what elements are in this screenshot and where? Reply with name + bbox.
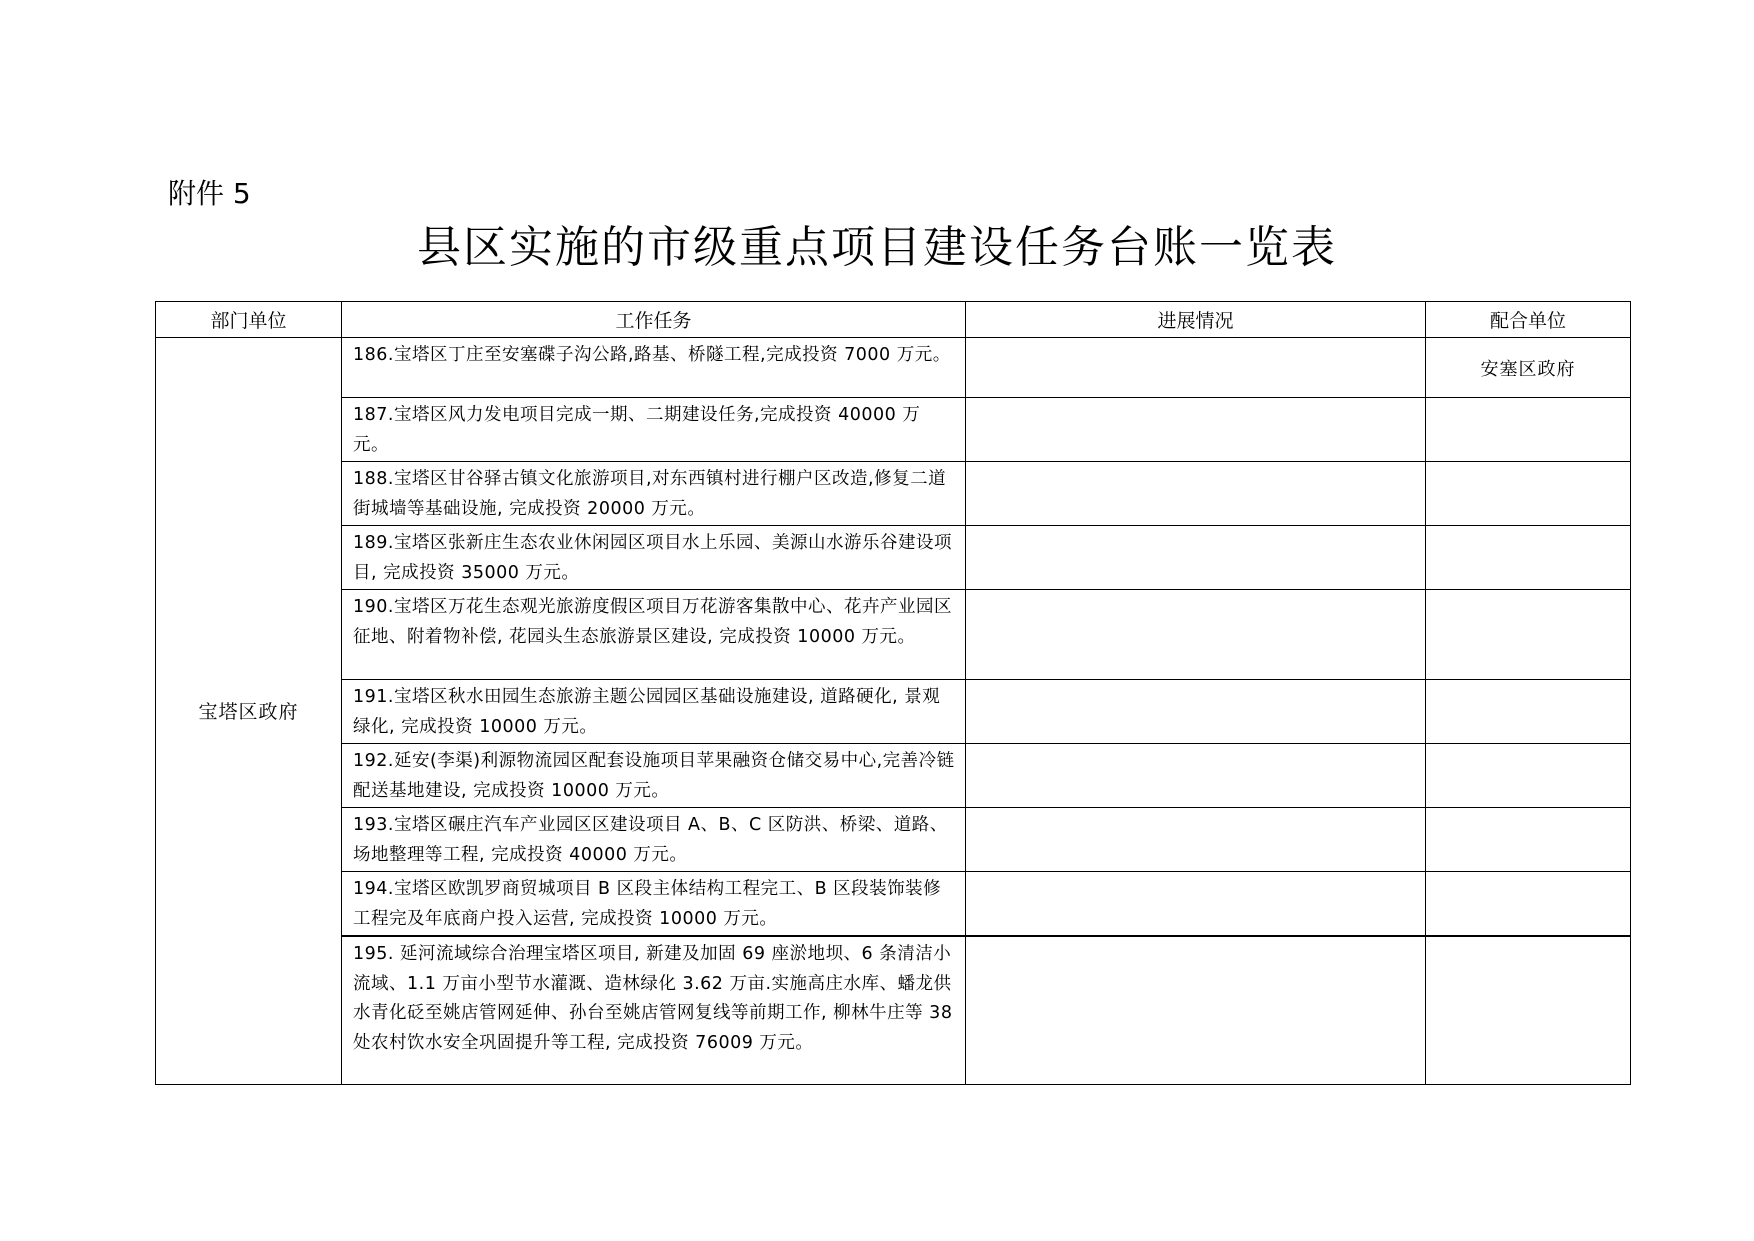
header-task: 工作任务 — [342, 302, 966, 338]
progress-cell — [966, 590, 1426, 680]
task-cell: 192.延安(李渠)利源物流园区配套设施项目苹果融资仓储交易中心,完善冷链配送基地建设, 完成投资 10000 万元。 — [342, 744, 966, 808]
coop-cell: 安塞区政府 — [1426, 338, 1631, 398]
header-dept: 部门单位 — [156, 302, 342, 338]
table-row — [156, 872, 1631, 937]
progress-cell — [966, 936, 1426, 1084]
table-row — [156, 936, 1631, 1084]
table-row — [156, 744, 1631, 808]
table-row — [156, 526, 1631, 590]
progress-cell — [966, 744, 1426, 808]
attachment-label: 附件 5 — [168, 177, 251, 210]
table-row — [156, 808, 1631, 872]
task-ledger-table — [155, 301, 1631, 1085]
coop-cell — [1426, 526, 1631, 590]
progress-cell — [966, 808, 1426, 872]
coop-cell — [1426, 936, 1631, 1084]
task-cell: 186.宝塔区丁庄至安塞碟子沟公路,路基、桥隧工程,完成投资 7000 万元。 — [342, 338, 966, 398]
page-title: 县区实施的市级重点项目建设任务台账一览表 — [417, 222, 1337, 273]
table-row — [156, 338, 1631, 398]
table-header-row — [156, 302, 1631, 338]
task-cell: 195. 延河流域综合治理宝塔区项目, 新建及加固 69 座淤地坝、6 条清洁小流域、1.1 万亩小型节水灌溉、造林绿化 3.62 万亩.实施高庄水库、蟠龙供水青化砭至姚店管网延伸、孙台至姚店管网复线等前期工作, 柳林牛庄等 38 处农村饮水安全巩固提升等工程, 完成投资 76009 万元。 — [342, 936, 966, 1084]
progress-cell — [966, 338, 1426, 398]
task-cell: 190.宝塔区万花生态观光旅游度假区项目万花游客集散中心、花卉产业园区征地、附着物补偿, 花园头生态旅游景区建设, 完成投资 10000 万元。 — [342, 590, 966, 680]
progress-cell — [966, 872, 1426, 937]
table-row — [156, 590, 1631, 680]
table-row — [156, 398, 1631, 462]
task-cell: 191.宝塔区秋水田园生态旅游主题公园园区基础设施建设, 道路硬化, 景观绿化, 完成投资 10000 万元。 — [342, 680, 966, 744]
task-cell: 189.宝塔区张新庄生态农业休闲园区项目水上乐园、美源山水游乐谷建设项目, 完成投资 35000 万元。 — [342, 526, 966, 590]
header-progress: 进展情况 — [966, 302, 1426, 338]
task-cell: 188.宝塔区甘谷驿古镇文化旅游项目,对东西镇村进行棚户区改造,修复二道街城墙等基础设施, 完成投资 20000 万元。 — [342, 462, 966, 526]
coop-cell — [1426, 808, 1631, 872]
coop-cell — [1426, 462, 1631, 526]
table-row — [156, 680, 1631, 744]
task-cell: 187.宝塔区风力发电项目完成一期、二期建设任务,完成投资 40000 万元。 — [342, 398, 966, 462]
coop-cell — [1426, 872, 1631, 937]
coop-cell — [1426, 398, 1631, 462]
coop-cell — [1426, 680, 1631, 744]
progress-cell — [966, 680, 1426, 744]
coop-cell — [1426, 744, 1631, 808]
progress-cell — [966, 398, 1426, 462]
header-coop: 配合单位 — [1426, 302, 1631, 338]
progress-cell — [966, 526, 1426, 590]
task-cell: 193.宝塔区碾庄汽车产业园区区建设项目 A、B、C 区防洪、桥梁、道路、场地整理等工程, 完成投资 40000 万元。 — [342, 808, 966, 872]
progress-cell — [966, 462, 1426, 526]
task-cell: 194.宝塔区欧凯罗商贸城项目 B 区段主体结构工程完工、B 区段装饰装修工程完及年底商户投入运营, 完成投资 10000 万元。 — [342, 872, 966, 937]
coop-cell — [1426, 590, 1631, 680]
table-row — [156, 462, 1631, 526]
dept-cell: 宝塔区政府 — [156, 338, 342, 1085]
